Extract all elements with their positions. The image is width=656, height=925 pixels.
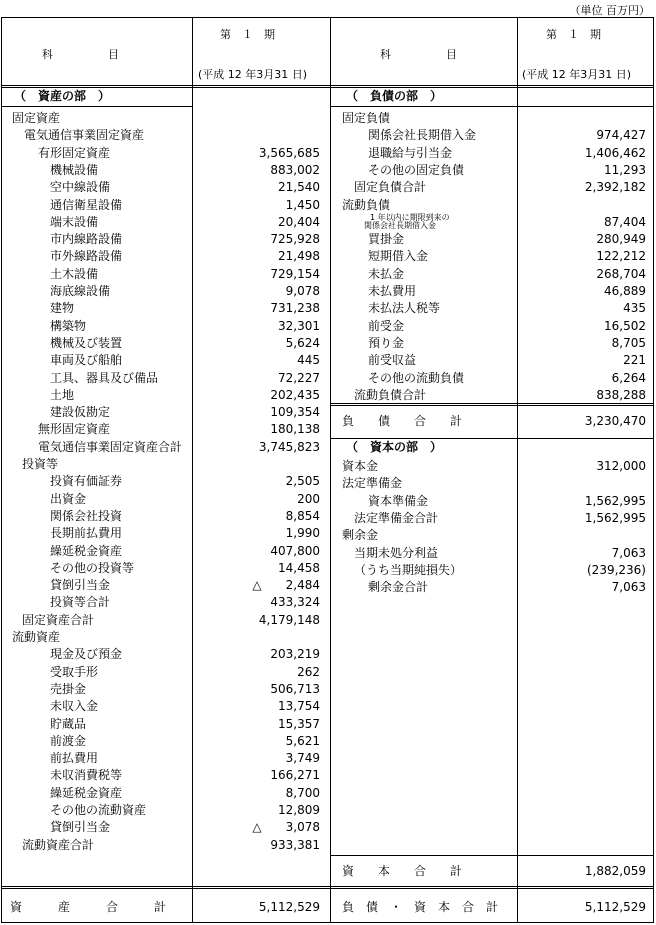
row-value: 3,749 bbox=[285, 751, 320, 766]
row-line bbox=[330, 855, 653, 856]
liabilities-total-label: 負 債 合 計 bbox=[342, 414, 463, 428]
row-value: 87,404 bbox=[604, 214, 646, 229]
row-label: 関係会社投資 bbox=[50, 508, 123, 523]
row-value: 4,179,148 bbox=[258, 612, 320, 627]
row-value: 433,324 bbox=[270, 595, 320, 610]
grand-total-label: 負 債 ・ 資 本 合 計 bbox=[342, 900, 499, 914]
row-value: 974,427 bbox=[596, 128, 646, 143]
row-value: 46,889 bbox=[604, 284, 646, 298]
column-divider bbox=[517, 18, 518, 922]
liabilities-total-separator bbox=[330, 403, 653, 406]
row-label: 電気通信事業固定資産合計 bbox=[38, 439, 183, 454]
assets-total-label: 資 産 合 計 bbox=[10, 900, 167, 914]
equity-section-label: （ 資本の部 ） bbox=[346, 440, 443, 454]
row-label: 長期前払費用 bbox=[50, 526, 123, 541]
row-value: 15,357 bbox=[278, 716, 320, 731]
row-label: 当期未処分利益 bbox=[354, 545, 439, 560]
row-value: 268,704 bbox=[596, 266, 646, 281]
row-label: 固定資産合計 bbox=[22, 612, 95, 627]
row-label: 買掛金 bbox=[368, 232, 405, 247]
row-label: 流動資産合計 bbox=[22, 837, 95, 852]
row-label: 未払法人税等 bbox=[368, 301, 441, 316]
row-label: 市外線路設備 bbox=[50, 249, 123, 264]
row-label: 剰余金合計 bbox=[368, 580, 429, 595]
right-date-header: (平成 12 年3月31 日) bbox=[522, 68, 632, 81]
row-label: 土木設備 bbox=[50, 266, 99, 281]
row-value: 883,002 bbox=[270, 162, 320, 177]
row-value: 8,705 bbox=[611, 335, 646, 350]
row-value: 7,063 bbox=[611, 580, 646, 595]
row-value: 2,505 bbox=[285, 474, 320, 489]
row-value: 1,406,462 bbox=[584, 145, 646, 160]
row-value: 16,502 bbox=[604, 318, 646, 333]
row-label: 固定負債合計 bbox=[354, 180, 427, 195]
row-label: 前渡金 bbox=[50, 733, 87, 748]
row-label: 資本金 bbox=[342, 459, 379, 473]
row-label: 流動負債 bbox=[342, 197, 391, 212]
row-label: 固定負債 bbox=[342, 111, 391, 125]
row-value: △ 3,078 bbox=[252, 820, 320, 835]
row-label: 前受金 bbox=[368, 318, 405, 333]
row-label: 通信衛星設備 bbox=[50, 197, 123, 212]
left-subject-header: 科 目 bbox=[42, 48, 119, 61]
row-label: 流動負債合計 bbox=[354, 387, 427, 402]
row-label: 海底線設備 bbox=[50, 284, 111, 298]
row-label: 剰余金 bbox=[342, 528, 379, 543]
row-line bbox=[2, 106, 192, 107]
row-value: 8,854 bbox=[285, 508, 320, 523]
row-value: 21,540 bbox=[278, 180, 320, 195]
row-label: 退職給与引当金 bbox=[368, 145, 453, 160]
long-label-line1: 1 年以内に期限到来の bbox=[370, 212, 450, 222]
row-label: 受取手形 bbox=[50, 664, 99, 679]
row-label: その他の固定負債 bbox=[368, 162, 465, 177]
row-label: 建物 bbox=[50, 301, 75, 316]
row-label: 市内線路設備 bbox=[50, 232, 123, 247]
right-subject-header: 科 目 bbox=[380, 48, 457, 61]
row-value: 435 bbox=[623, 301, 646, 316]
assets-total-value: 5,112,529 bbox=[258, 900, 320, 914]
row-value: 5,624 bbox=[285, 335, 320, 350]
row-label: 工具、器具及び備品 bbox=[50, 370, 159, 385]
row-value: 20,404 bbox=[278, 214, 320, 229]
row-label: その他の投資等 bbox=[50, 560, 135, 575]
row-label: 固定資産 bbox=[12, 111, 61, 125]
row-value: 262 bbox=[297, 664, 320, 679]
row-value: 1,562,995 bbox=[584, 510, 646, 525]
row-label: 関係会社長期借入金 bbox=[368, 128, 477, 143]
row-label: 繰延税金資産 bbox=[50, 543, 123, 558]
row-label: 端末設備 bbox=[50, 214, 99, 229]
row-value: 445 bbox=[297, 353, 320, 368]
row-label: 短期借入金 bbox=[368, 249, 429, 264]
row-label: 出資金 bbox=[50, 491, 87, 506]
row-label: 資本準備金 bbox=[368, 493, 429, 508]
row-label: その他の流動資産 bbox=[50, 803, 147, 817]
column-divider bbox=[330, 18, 331, 922]
row-label: 前受収益 bbox=[368, 353, 417, 368]
row-value: 11,293 bbox=[604, 162, 646, 177]
unit-label: （単位 百万円） bbox=[569, 4, 650, 17]
row-value: 7,063 bbox=[611, 545, 646, 560]
row-value: 6,264 bbox=[611, 370, 646, 385]
row-label: 貸倒引当金 bbox=[50, 578, 111, 593]
column-divider bbox=[192, 18, 193, 922]
grand-total-separator bbox=[2, 886, 653, 889]
row-value: △ 2,484 bbox=[252, 578, 320, 593]
row-value: 180,138 bbox=[270, 422, 320, 437]
capital-total-value: 1,882,059 bbox=[584, 864, 646, 878]
row-label: 機械設備 bbox=[50, 162, 99, 177]
row-value: 32,301 bbox=[278, 318, 320, 333]
row-label: 預り金 bbox=[368, 335, 405, 350]
row-label: 電気通信事業固定資産 bbox=[24, 128, 145, 143]
row-label: 前払費用 bbox=[50, 751, 99, 766]
row-value: 122,212 bbox=[596, 249, 646, 264]
row-label: 投資等合計 bbox=[50, 595, 111, 610]
row-label: 未収入金 bbox=[50, 699, 99, 714]
row-label: 流動資産 bbox=[12, 630, 61, 644]
row-label: 空中線設備 bbox=[50, 180, 111, 195]
row-value: 729,154 bbox=[270, 266, 320, 281]
liabilities-total-value: 3,230,470 bbox=[584, 414, 646, 428]
row-label: 繰延税金資産 bbox=[50, 785, 123, 800]
left-period-header: 第 １ 期 bbox=[220, 28, 275, 41]
row-value: 202,435 bbox=[270, 387, 320, 402]
row-label: 貯蔵品 bbox=[50, 716, 87, 731]
row-value: 1,450 bbox=[285, 197, 320, 212]
row-value: (239,236) bbox=[587, 562, 646, 577]
row-line bbox=[330, 106, 653, 107]
row-value: 407,800 bbox=[270, 543, 320, 558]
row-value: 3,565,685 bbox=[258, 145, 320, 160]
balance-sheet-table bbox=[1, 17, 654, 923]
row-label: 投資等 bbox=[22, 457, 59, 471]
right-period-header: 第 １ 期 bbox=[546, 28, 601, 41]
row-value: 731,238 bbox=[270, 301, 320, 316]
capital-total-label: 資 本 合 計 bbox=[342, 864, 463, 878]
row-value: 933,381 bbox=[270, 837, 320, 852]
assets-section-label: （ 資産の部 ） bbox=[14, 89, 111, 103]
row-label: 貸倒引当金 bbox=[50, 820, 111, 835]
row-value: 3,745,823 bbox=[258, 439, 320, 454]
row-label: 法定準備金合計 bbox=[354, 510, 439, 525]
row-label: 未払費用 bbox=[368, 284, 417, 298]
row-value: 838,288 bbox=[596, 387, 646, 402]
row-value: 280,949 bbox=[596, 232, 646, 247]
row-value: 21,498 bbox=[278, 249, 320, 264]
row-label: 有形固定資産 bbox=[38, 145, 111, 160]
row-label: 土地 bbox=[50, 387, 75, 402]
row-label: その他の流動負債 bbox=[368, 370, 465, 385]
row-value: 221 bbox=[623, 353, 646, 368]
row-label: 売掛金 bbox=[50, 681, 87, 696]
row-label: 建設仮勘定 bbox=[50, 405, 111, 420]
left-date-header: (平成 12 年3月31 日) bbox=[198, 68, 308, 81]
row-value: 725,928 bbox=[270, 232, 320, 247]
row-value: 506,713 bbox=[270, 681, 320, 696]
row-value: 2,392,182 bbox=[584, 180, 646, 195]
row-label: 投資有価証券 bbox=[50, 474, 123, 489]
row-value: 203,219 bbox=[270, 647, 320, 662]
row-value: 312,000 bbox=[596, 459, 646, 473]
row-value: 1,562,995 bbox=[584, 493, 646, 508]
row-label: 車両及び船舶 bbox=[50, 353, 123, 368]
long-label-line2: 関係会社長期借入金 bbox=[364, 220, 436, 230]
row-value: 8,700 bbox=[285, 785, 320, 800]
row-value: 14,458 bbox=[278, 560, 320, 575]
grand-total-value: 5,112,529 bbox=[584, 900, 646, 914]
row-value: 12,809 bbox=[278, 803, 320, 817]
row-value: 9,078 bbox=[285, 284, 320, 298]
row-value: 13,754 bbox=[278, 699, 320, 714]
row-label: 構築物 bbox=[50, 318, 87, 333]
row-value: 5,621 bbox=[285, 733, 320, 748]
row-label: （うち当期純損失） bbox=[354, 562, 463, 577]
row-value: 200 bbox=[297, 491, 320, 506]
row-value: 166,271 bbox=[270, 768, 320, 783]
row-label: 機械及び装置 bbox=[50, 335, 123, 350]
row-value: 109,354 bbox=[270, 405, 320, 420]
row-value: 72,227 bbox=[278, 370, 320, 385]
row-label: 法定準備金 bbox=[342, 476, 403, 491]
liabilities-section-label: （ 負債の部 ） bbox=[346, 89, 443, 103]
row-label: 無形固定資産 bbox=[38, 422, 111, 437]
row-label: 現金及び預金 bbox=[50, 647, 123, 662]
row-value: 1,990 bbox=[285, 526, 320, 541]
row-label: 未収消費税等 bbox=[50, 768, 123, 783]
row-label: 未払金 bbox=[368, 266, 405, 281]
